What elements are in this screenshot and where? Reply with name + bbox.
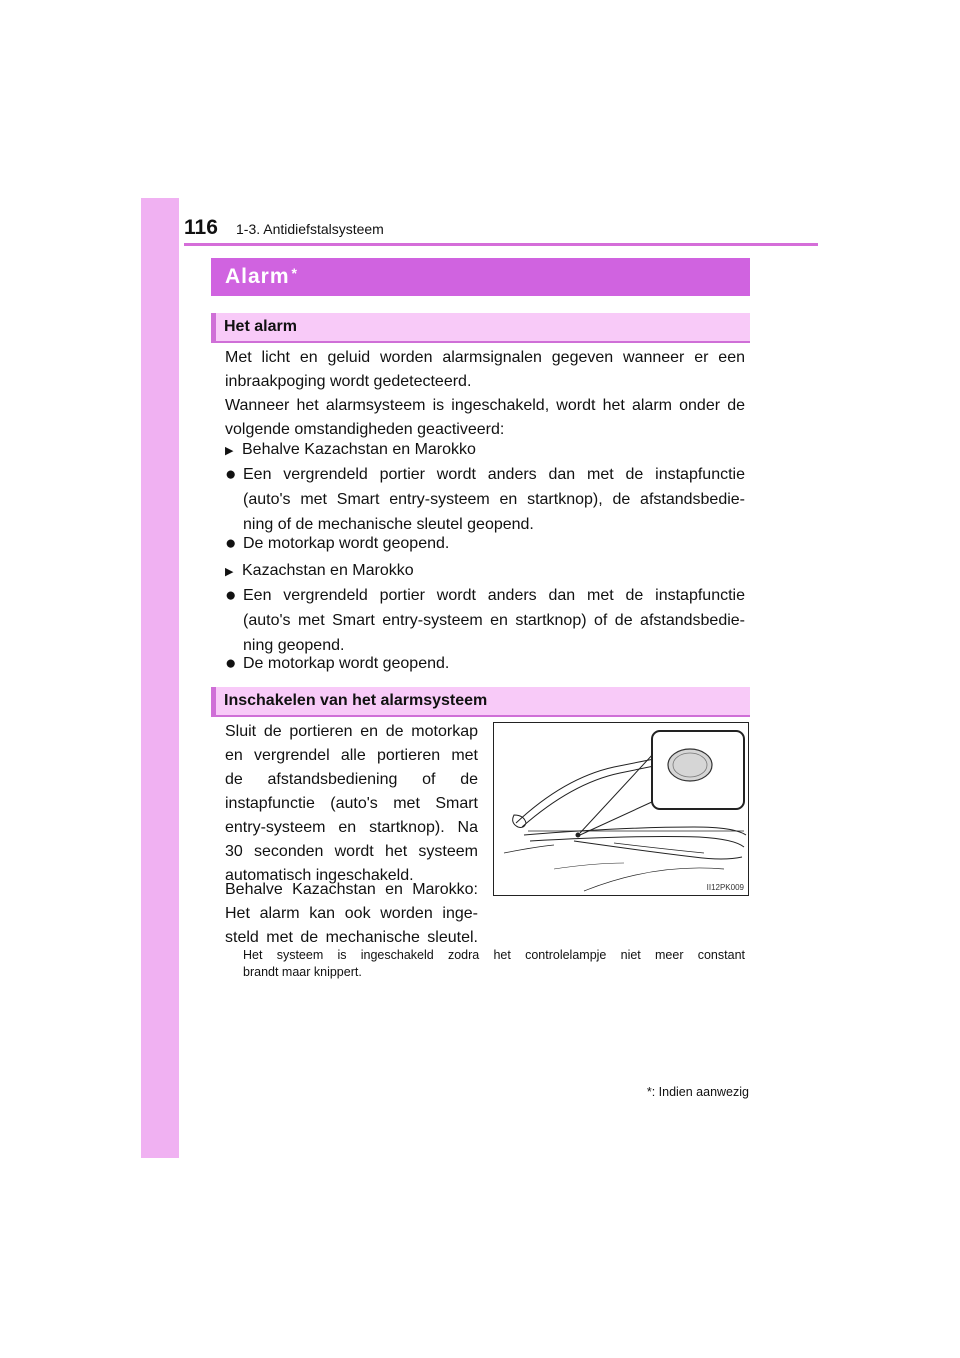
triangle-marker-icon: ▶ <box>225 445 234 457</box>
condition-group-label <box>225 559 414 584</box>
list-item <box>225 583 745 658</box>
list-item-line: Een vergrendeld portier wordt anders dan met de instapfunctie <box>243 466 745 483</box>
intro-line: volgende omstandigheden geactiveerd: <box>225 421 505 438</box>
intro-line: inbraakpoging wordt gedetecteerd. <box>225 373 472 390</box>
intro-line: Wanneer het alarmsysteem is ingeschakeld, wordt het alarm onder de <box>225 397 745 414</box>
optional-marker: * <box>291 265 298 281</box>
list-item-line: De motorkap wordt geopend. <box>243 535 450 552</box>
bullet-icon: ● <box>225 464 237 485</box>
page-title-bar <box>211 258 750 296</box>
list-item-line: (auto's met Smart entry-systeem en startknop) of de afstandsbedie- <box>243 612 745 629</box>
bullet-icon: ● <box>225 585 237 606</box>
side-tab-strip <box>141 198 179 1158</box>
arming-paragraph <box>225 720 478 888</box>
section-heading-inschakelen <box>211 687 750 717</box>
list-item <box>225 462 745 537</box>
list-item-line: Een vergrendeld portier wordt anders dan met de instapfunctie <box>243 587 745 604</box>
list-item-line: De motorkap wordt geopend. <box>243 655 450 672</box>
mechanical-key-line: Het alarm kan ook worden inge- <box>225 905 478 922</box>
arming-line: 30 seconden wordt het systeem <box>225 843 478 860</box>
arming-line: Sluit de portieren en de motorkap <box>225 723 478 740</box>
mechanical-key-paragraph <box>225 878 478 950</box>
list-item <box>225 651 745 676</box>
condition-group-text: Kazachstan en Marokko <box>242 562 414 579</box>
section-heading-label: Het alarm <box>224 318 297 335</box>
windshield-drawing <box>494 723 749 896</box>
mechanical-key-line: Behalve Kazachstan en Marokko: <box>225 881 478 898</box>
arming-line: automatisch ingeschakeld. <box>225 867 414 884</box>
section-heading-het-alarm <box>211 313 750 343</box>
triangle-marker-icon: ▶ <box>225 566 234 578</box>
indicator-light-illustration <box>493 722 749 896</box>
list-item-line: ning of de mechanische sleutel geopend. <box>243 516 534 533</box>
arming-line: instapfunctie (auto's met Smart <box>225 795 478 812</box>
bullet-icon: ● <box>225 653 237 674</box>
header-divider <box>184 243 818 246</box>
note-line: brandt maar knippert. <box>243 965 362 979</box>
footnote <box>600 1085 749 1099</box>
page-title-text: Alarm <box>225 265 290 288</box>
section-heading-label: Inschakelen van het alarmsysteem <box>224 692 488 709</box>
footnote-text: : Indien aanwezig <box>651 1085 749 1099</box>
intro-paragraph <box>225 346 745 442</box>
intro-line: Met licht en geluid worden alarmsignalen gegeven wanneer er een <box>225 349 745 366</box>
note-paragraph <box>243 947 745 981</box>
condition-group-label <box>225 438 476 463</box>
arming-line: de afstandsbediening of de <box>225 771 478 788</box>
arming-line: en vergrendel alle portieren met <box>225 747 478 764</box>
footnote-marker: * <box>646 1085 652 1099</box>
chapter-title: 1-3. Antidiefstalsysteem <box>236 221 384 237</box>
list-item-line: (auto's met Smart entry-systeem en startknop), de afstandsbedie- <box>243 491 745 508</box>
page-title <box>225 265 298 289</box>
note-line: Het systeem is ingeschakeld zodra het controlelampje niet meer constant <box>243 948 745 962</box>
figure-code: II12PK009 <box>706 883 744 892</box>
mechanical-key-line: steld met de mechanische sleutel. <box>225 929 478 946</box>
condition-group-text: Behalve Kazachstan en Marokko <box>242 441 476 458</box>
list-item-line: ning geopend. <box>243 637 345 654</box>
bullet-icon: ● <box>225 533 237 554</box>
arming-line: entry-systeem en startknop). Na <box>225 819 478 836</box>
list-item <box>225 531 745 556</box>
page-number: 116 <box>184 216 218 239</box>
